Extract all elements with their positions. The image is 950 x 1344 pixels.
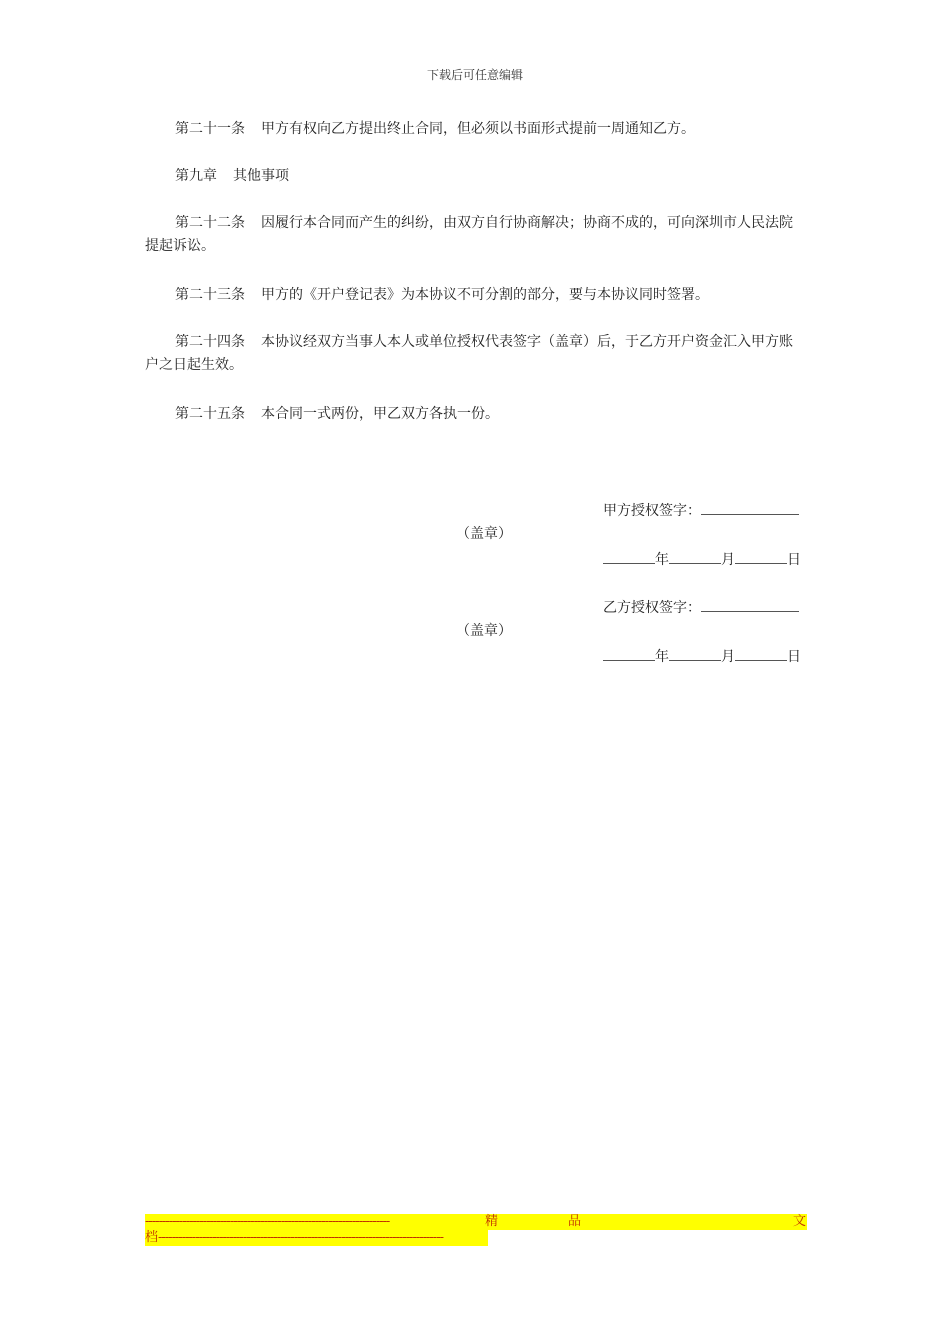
party-b-signature-line (603, 597, 799, 618)
article-21 (145, 118, 805, 141)
month-label: 月 (721, 552, 735, 568)
chapter-9 (145, 165, 805, 188)
article-23-label: 第二十三条 (175, 287, 245, 303)
article-23 (145, 284, 805, 307)
article-22 (145, 212, 805, 258)
party-a-signature-blank[interactable] (701, 500, 799, 515)
party-a-sign-label: 甲方授权签字： (603, 503, 701, 519)
article-21-label: 第二十一条 (175, 121, 245, 137)
article-24-text: 本协议经双方当事人本人或单位授权代表签字（盖章）后，于乙方开户资金汇入甲方账户之日起生效。 (145, 334, 793, 373)
article-24-label: 第二十四条 (175, 334, 245, 350)
party-b-signature-blank[interactable] (701, 597, 799, 612)
footer-dashes-2: ------------------------------------------------------------------------------------ (158, 1230, 488, 1246)
footer-char-wen: 文 (793, 1214, 807, 1229)
day-label: 日 (787, 552, 801, 568)
article-22-label: 第二十二条 (175, 215, 245, 231)
footer-highlight-1 (419, 1214, 647, 1230)
month-label: 月 (721, 649, 735, 665)
party-b-date (603, 646, 801, 667)
page-header: 下载后可任意编辑 (426, 68, 523, 82)
article-25 (145, 403, 805, 426)
article-21-text: 甲方有权向乙方提出终止合同，但必须以书面形式提前一周通知乙方。 (261, 121, 695, 137)
footer-char-dang: 档 (145, 1230, 159, 1245)
footer-watermark-line1 (145, 1214, 807, 1230)
party-a-signature-line (603, 500, 799, 521)
day-label: 日 (787, 649, 801, 665)
footer-char-jing: 精 (485, 1214, 499, 1229)
footer-watermark-line2 (145, 1230, 807, 1246)
party-a-year-blank[interactable] (603, 549, 655, 564)
footer-dashes-1: ------------------------------------------------------------------------ (145, 1214, 419, 1230)
party-a-seal: （盖章） (456, 526, 512, 542)
year-label: 年 (655, 649, 669, 665)
article-24 (145, 331, 805, 377)
article-25-label: 第二十五条 (175, 406, 245, 422)
party-b-sign-label: 乙方授权签字： (603, 600, 701, 616)
party-b-day-blank[interactable] (735, 646, 787, 661)
party-a-date (603, 549, 801, 570)
party-b-year-blank[interactable] (603, 646, 655, 661)
party-b-seal: （盖章） (456, 623, 512, 639)
footer-char-pin: 品 (568, 1214, 582, 1229)
party-b-month-blank[interactable] (669, 646, 721, 661)
party-a-day-blank[interactable] (735, 549, 787, 564)
article-23-text: 甲方的《开户登记表》为本协议不可分割的部分，要与本协议同时签署。 (261, 287, 709, 303)
year-label: 年 (655, 552, 669, 568)
party-a-month-blank[interactable] (669, 549, 721, 564)
chapter-9-title: 其他事项 (233, 168, 289, 184)
article-22-text: 因履行本合同而产生的纠纷，由双方自行协商解决；协商不成的，可向深圳市人民法院提起诉讼。 (145, 215, 793, 254)
chapter-9-label: 第九章 (175, 168, 217, 184)
footer-highlight-2 (647, 1214, 807, 1230)
article-25-text: 本合同一式两份，甲乙双方各执一份。 (261, 406, 499, 422)
